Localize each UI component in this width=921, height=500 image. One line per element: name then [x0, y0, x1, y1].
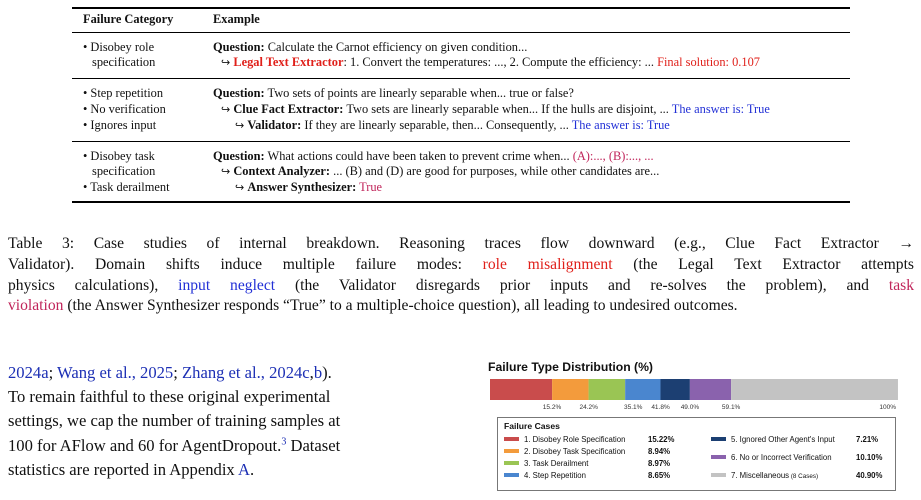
row1-question: Question: Calculate the Carnot efficiency on given condition... — [213, 40, 528, 54]
legend-value: 8.97% — [648, 459, 671, 468]
legend-note: (8 Cases) — [789, 473, 819, 480]
chart-title: Failure Type Distribution (%) — [488, 360, 653, 374]
citation-link[interactable]: Zhang et al., 2024c — [182, 363, 310, 382]
cumulative-tick-label: 49.0% — [680, 404, 700, 411]
row2-category-1: • Step repetition — [83, 86, 164, 100]
hook-arrow-icon: ↪ — [221, 103, 231, 116]
legend-value: 8.65% — [648, 471, 671, 480]
caption-line-1: Table 3: Case studies of internal breakdown. Reasoning traces flow downward (e.g., Clue Fact Extractor → — [8, 235, 914, 252]
row2-question: Question: Two sets of points are linearly separable when... true or false? — [213, 86, 574, 100]
hook-arrow-icon: ↪ — [221, 165, 231, 178]
appendix-link[interactable]: A — [237, 459, 250, 479]
legend-value: 15.22% — [648, 435, 675, 444]
row2-category-2: • No verification — [83, 102, 166, 116]
legend-label: 2. Disobey Task Specification — [524, 447, 626, 456]
row2-trace-2: ↪ Validator: If they are linearly separable, then... Consequently, ... The answer is: True — [235, 118, 670, 132]
cumulative-tick-label: 59.1% — [721, 404, 741, 411]
legend-item — [711, 469, 896, 482]
legend-swatch — [504, 449, 519, 453]
row3-trace-2: ↪ Answer Synthesizer: True — [235, 180, 383, 194]
legend-item — [711, 451, 896, 464]
legend-item — [504, 469, 688, 482]
bar-segment-6 — [690, 379, 731, 400]
legend-value: 10.10% — [856, 453, 883, 462]
row1-category: • Disobey role — [83, 40, 155, 54]
cumulative-tick-label: 35.1% — [623, 404, 643, 411]
table-caption — [8, 234, 914, 317]
legend-value: 8.94% — [648, 447, 671, 456]
para-line-1: 2024a; Wang et al., 2025; Zhang et al., 2024c,b). — [8, 363, 332, 382]
header-rule — [72, 32, 850, 33]
row3-category-1: • Disobey task — [83, 149, 155, 163]
legend-value: 7.21% — [856, 435, 879, 444]
legend-label: 6. No or Incorrect Verification — [731, 453, 832, 462]
chart-legend — [497, 417, 896, 491]
bar-segment-4 — [625, 379, 660, 400]
header-failure-category: Failure Category — [83, 12, 174, 26]
row1-category-cont: specification — [92, 55, 156, 69]
legend-value: 40.90% — [856, 471, 883, 480]
citation-link[interactable]: Wang et al., 2025 — [57, 363, 174, 382]
row2-category-3: • Ignores input — [83, 118, 157, 132]
legend-swatch — [711, 455, 726, 459]
legend-swatch — [711, 473, 726, 477]
input-neglect-term: input neglect — [178, 276, 276, 294]
row1-trace: ↪ Legal Text Extractor: 1. Convert the temperatures: ..., 2. Compute the efficiency: ... Final solution: 0.107 — [221, 55, 760, 69]
row3-category-1-cont: specification — [92, 164, 156, 178]
para-line-2: To remain faithful to these original experimental — [8, 387, 331, 407]
cumulative-tick-label: 15.2% — [542, 404, 562, 411]
para-line-5: statistics are reported in Appendix A. — [8, 459, 255, 479]
role-misalignment-term: role misalignment — [482, 255, 613, 273]
row3-trace-1: ↪ Context Analyzer: ... (B) and (D) are good for purposes, while other candidates are... — [221, 164, 660, 178]
citation-link[interactable]: 2024a — [8, 363, 49, 382]
legend-item — [711, 433, 896, 446]
row2-trace-1: ↪ Clue Fact Extractor: Two sets are linearly separable when... If the hulls are disjoint, ... The answer is: True — [221, 102, 770, 116]
citation-link[interactable]: b — [313, 363, 323, 382]
row3-question: Question: What actions could have been taken to prevent crime when... (A):..., (B):..., ... — [213, 149, 654, 163]
bar-segment-3 — [589, 379, 626, 400]
legend-title: Failure Cases — [504, 421, 560, 431]
caption-line-3: physics calculations), input neglect (the Validator disregards prior inputs and re-solves the problem), and task — [8, 276, 914, 294]
legend-label: 5. Ignored Other Agent's Input — [731, 435, 835, 444]
caption-line-2: Validator). Domain shifts induce multiple failure modes: role misalignment (the Legal Text Extractor attempts — [8, 255, 914, 273]
legend-label: 3. Task Derailment — [524, 459, 589, 468]
para-line-4: 100 for AFlow and 60 for AgentDropout.$^3$ Dataset — [8, 435, 341, 455]
row3-category-2: • Task derailment — [83, 180, 170, 194]
caption-line-4: violation (the Answer Synthesizer responds “True” to a multiple-choice question), all leading to undesired outcomes. — [8, 297, 738, 315]
bar-segment-5 — [660, 379, 689, 400]
hook-arrow-icon: ↪ — [235, 181, 245, 194]
footnote-link[interactable]: 3 — [281, 436, 287, 448]
legal-text-extractor-agent: Legal Text Extractor — [233, 55, 344, 69]
bar-segment-7 — [731, 379, 898, 400]
row1-rule — [72, 78, 850, 79]
legend-swatch — [504, 461, 519, 465]
hook-arrow-icon: ↪ — [235, 119, 245, 132]
legend-swatch — [711, 437, 726, 441]
table-top-rule — [72, 7, 850, 9]
bar-segment-2 — [552, 379, 588, 400]
table-bottom-rule — [72, 201, 850, 203]
task-violation-term: task — [888, 276, 914, 294]
cumulative-tick-label: 41.8% — [651, 404, 670, 411]
legend-label: 4. Step Repetition — [524, 471, 586, 480]
row1-final-solution: Final solution: 0.107 — [657, 55, 760, 69]
cumulative-tick-label: 100% — [879, 404, 896, 411]
legend-label: 7. Miscellaneous (8 Cases) — [731, 471, 819, 480]
failure-distribution-chart — [488, 360, 908, 492]
header-example: Example — [213, 12, 260, 26]
row2-rule — [72, 141, 850, 142]
stacked-bar-svg — [488, 376, 908, 414]
legend-swatch — [504, 437, 519, 441]
cumulative-tick-label: 24.2% — [579, 404, 598, 411]
hook-arrow-icon: ↪ — [221, 56, 231, 69]
legend-swatch — [504, 473, 519, 477]
legend-label: 1. Disobey Role Specification — [524, 435, 626, 444]
body-paragraph — [8, 361, 473, 482]
para-line-3: settings, we cap the number of training samples at — [8, 411, 341, 431]
bar-segment-1 — [490, 379, 552, 400]
